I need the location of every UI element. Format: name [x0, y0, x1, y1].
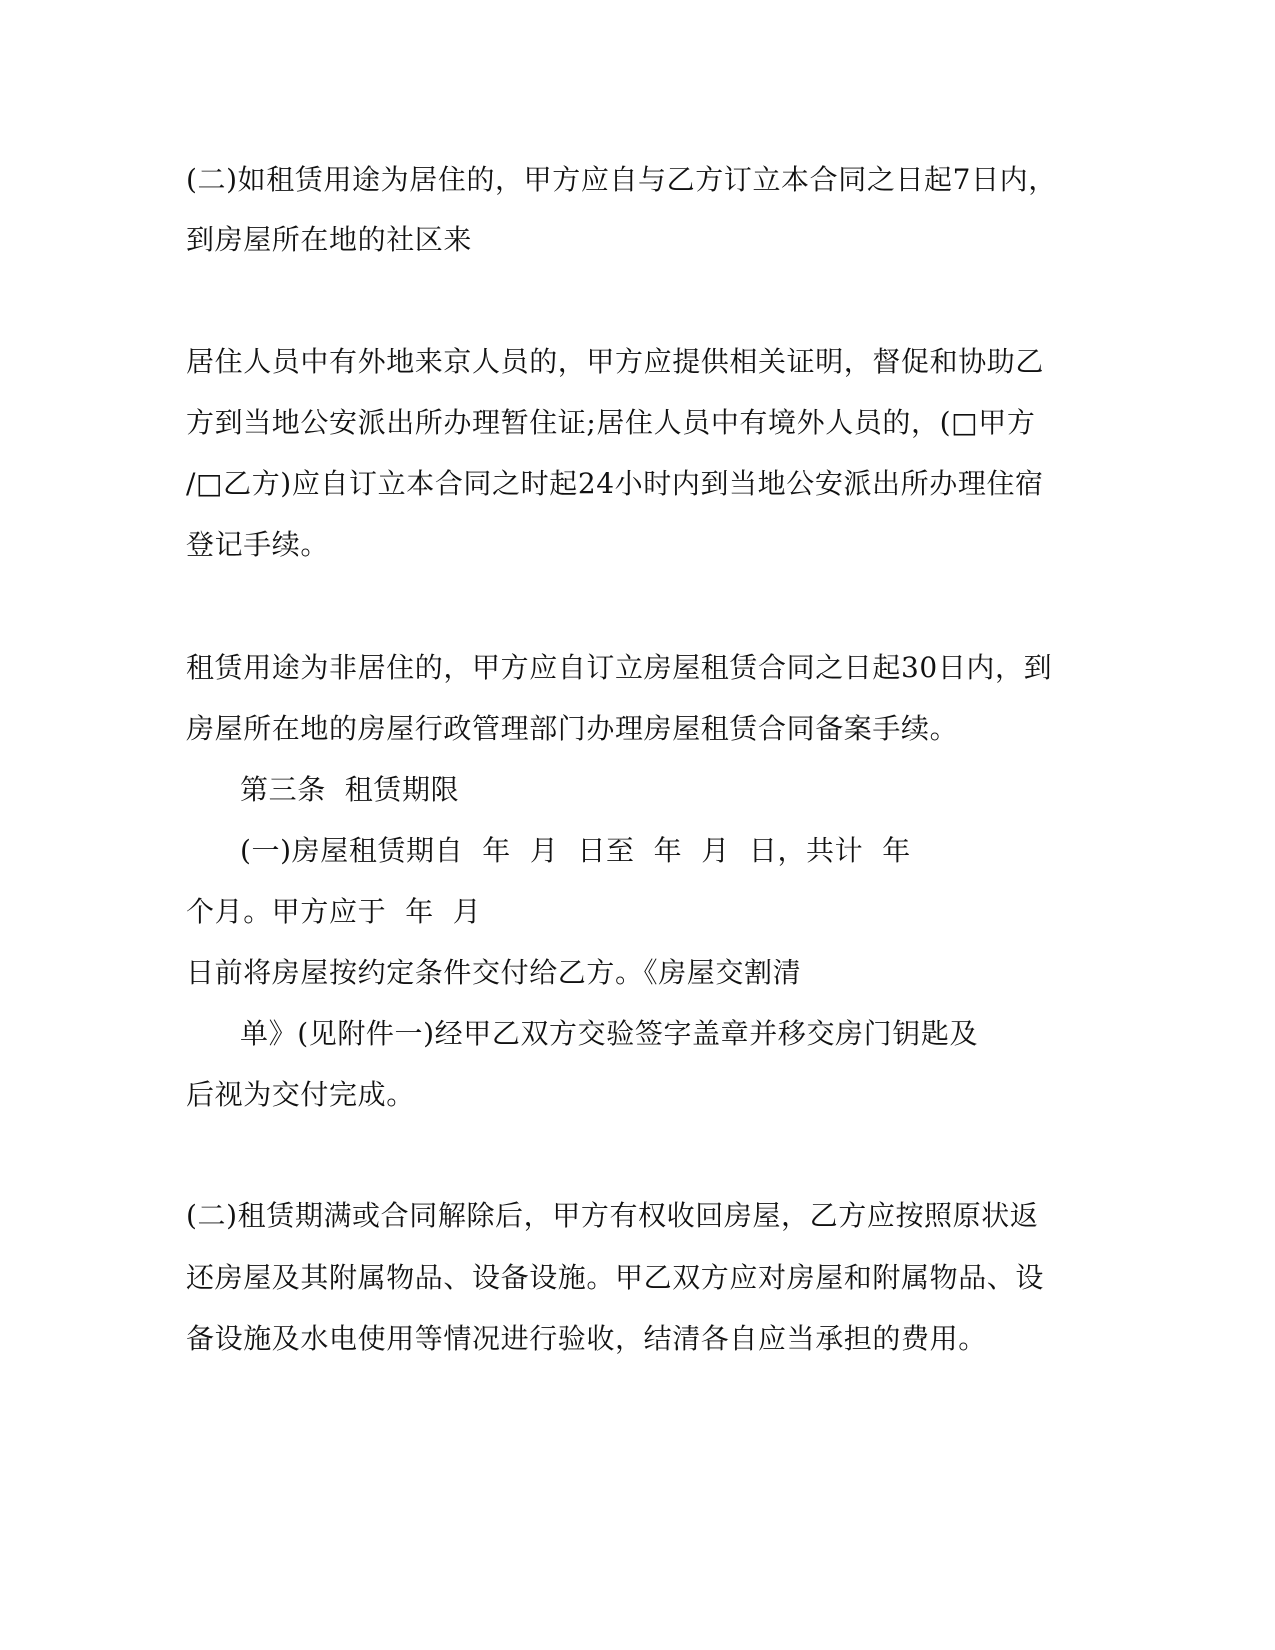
paragraph-line: 还房屋及其附属物品、设备设施。甲乙双方应对房屋和附属物品、设	[186, 1261, 1045, 1294]
paragraph-line: /□乙方)应自订立本合同之时起24小时内到当地公安派出所办理住宿	[186, 467, 1044, 500]
paragraph-line: 后视为交付完成。	[186, 1078, 415, 1111]
paragraph-line: (一)房屋租赁期自 年 月 日至 年 月 日，共计 年	[240, 834, 911, 867]
article-heading: 第三条 租赁期限	[240, 773, 460, 806]
paragraph-line: (二)如租赁用途为居住的，甲方应自与乙方订立本合同之日起7日内，	[186, 163, 1057, 196]
paragraph-line: 个月。甲方应于 年 月	[186, 895, 482, 928]
paragraph-line: 日前将房屋按约定条件交付给乙方。《房屋交割清	[186, 956, 802, 989]
paragraph-line: 方到当地公安派出所办理暂住证;居住人员中有境外人员的，(□甲方	[186, 406, 1036, 439]
paragraph-line: (二)租赁期满或合同解除后，甲方有权收回房屋，乙方应按照原状返	[186, 1199, 1039, 1232]
paragraph-line: 居住人员中有外地来京人员的，甲方应提供相关证明，督促和协助乙	[186, 345, 1045, 378]
paragraph-line: 备设施及水电使用等情况进行验收，结清各自应当承担的费用。	[186, 1322, 987, 1355]
paragraph-line: 租赁用途为非居住的，甲方应自订立房屋租赁合同之日起30日内，到	[186, 651, 1053, 684]
paragraph-line: 单》(见附件一)经甲乙双方交验签字盖章并移交房门钥匙及	[240, 1017, 979, 1050]
paragraph-line: 登记手续。	[186, 528, 330, 561]
paragraph-line: 房屋所在地的房屋行政管理部门办理房屋租赁合同备案手续。	[186, 712, 959, 745]
paragraph-line: 到房屋所在地的社区来	[186, 223, 473, 256]
